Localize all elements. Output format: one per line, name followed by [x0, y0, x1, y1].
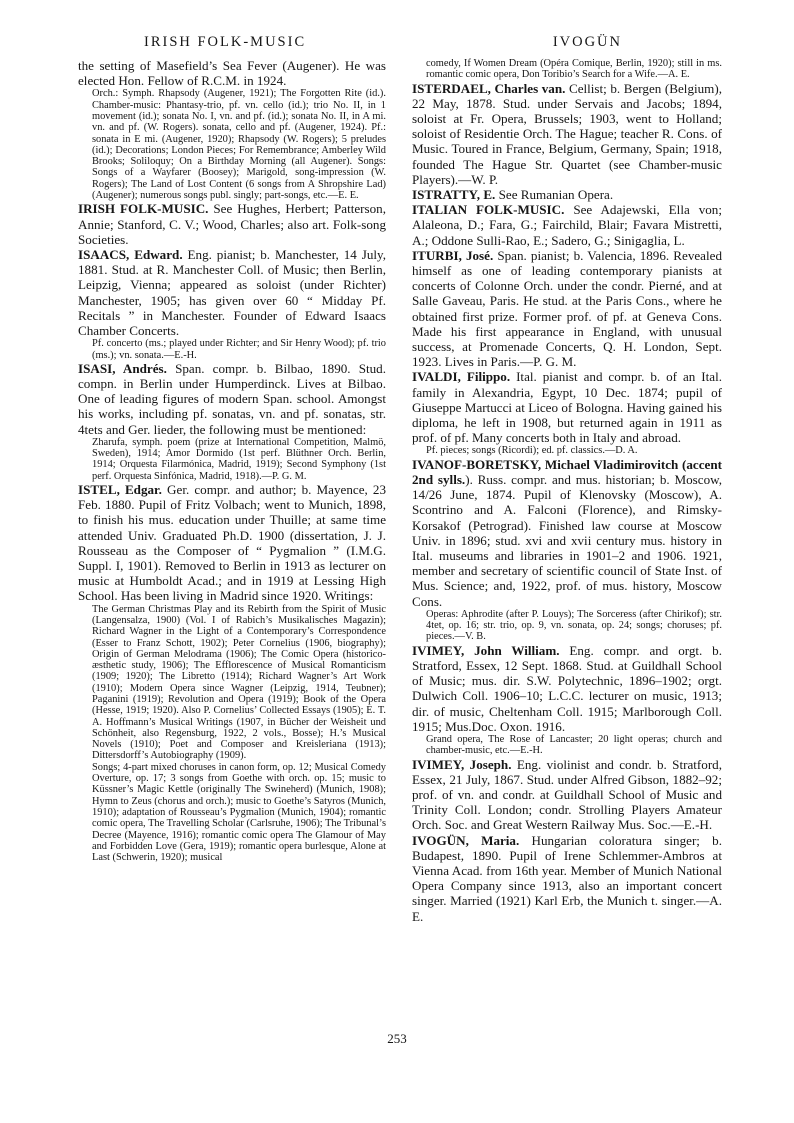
left-column	[78, 58, 386, 863]
works-list: Zharufa, symph. poem (prize at International Competition, Malmö, Sweden), 1914; Amor Dormido (1st perf. Blüthner Orch. Berlin, 1914; Orquesta Filarmónica, Madrid, 1919); Second Symphony (1st perf. Orquesta Sinfónica, Madrid, 1918).—P. G. M.	[92, 436, 386, 482]
entry-ivogun: IVOGÜN, Maria. Hungarian coloratura singer; b. Budapest, 1890. Pupil of Irene Schlemmer-Ambros at Vienna Acad. from 16th year. Member of Munich National Opera Company since 1913, also an important concert singer. Married (1921) Karl Erb, the Munich t. singer.—A. E.	[412, 832, 723, 924]
entry-ivimey-joseph: IVIMEY, Joseph. Eng. violinist and condr. b. Stratford, Essex, 21 July, 1867. Stud. under Alfred Gibson, 1882–92; prof. of vn. and condr. at Guildhall School of Music and Trinity Coll. London; condr. Strolling Players Amateur Orch. Soc. and Great Western Railway Mus. Soc.—E.-H.	[412, 756, 722, 833]
entry-istel: ISTEL, Edgar. Ger. compr. and author; b. Mayence, 23 Feb. 1880. Pupil of Fritz Volbach; went to Munich, 1898, to finish his mus. education under Thuille; at same time attended Univ. Graduated Ph.D. 1900 (dissertation, J. J. Rousseau as the Composer of “ Pygmalion ” (I.M.G. Suppl. I, 1901). Removed to Berlin in 1913 as lecturer on music at Humboldt Acad.; and in 1919 at Lessing High School. Has been living in Madrid since 1920. Writings:	[78, 482, 386, 604]
entry-ivanof-boretsky: IVANOF-BORETSKY, Michael Vladimirovitch (accent 2nd sylls.). Russ. compr. and mus. historian; b. Moscow, 14/26 June, 1874. Pupil of Klenovsky (Moscow), A. Scontrino and A. Falconi (Florence), and Rimsky-Korsakof (Petrograd). Finished law course at Moscow Univ. in 1896; stud. xvi and xvii century mus. history in Ital. museums and libraries in 1901–2 and 1906. 1921, member and secretary of scientific council of State Inst. of Mus. Science; and, 1922, prof. of mus. history, Moscow Cons.	[412, 456, 722, 609]
entry-irish-folk-music: IRISH FOLK-MUSIC. See Hughes, Herbert; Patterson, Annie; Stanford, C. V.; Wood, Charles; also art. Folk-song Societies.	[78, 201, 386, 247]
entry-istratty: ISTRATTY, E. See Rumanian Opera.	[412, 187, 614, 203]
entry-continuation: the setting of Masefield’s Sea Fever (Augener). He was elected Hon. Fellow of R.C.M. in 1924.	[78, 58, 386, 89]
works-list: Operas: Aphrodite (after P. Louys); The Sorceress (after Chirikof); str. 4tet, op. 16; str. trio, op. 9, vn. sonata, op. 24; songs; choruses; pf. pieces.—V. B.	[426, 608, 722, 643]
entry-isterdael: ISTERDAEL, Charles van. Cellist; b. Bergen (Belgium), 22 May, 1878. Stud. under Servais and Jacobs; 1894, soloist at Fr. Opera, Brussels; 1903, went to Holland; soloist of Residentie Orch. The Hague; teacher R. Cons. of Music. Toured in France, Belgium, Germany, Spain; 1918, founded The Hague Str. Quartet (see Chamber-music Players).—W. P.	[412, 80, 722, 187]
works-list: Pf. concerto (ms.; played under Richter; and Sir Henry Wood); pf. trio (ms.); vn. sonata.—E.-H.	[92, 338, 386, 361]
right-column	[412, 58, 722, 924]
works-list: Songs; 4-part mixed choruses in canon form, op. 12; Musical Comedy Overture, op. 17; 3 songs from Goethe with orch. op. 15; music to Küssner’s Magic Kettle (originally The Swineherd) (Munich, 1908); Hymn to Zeus (chorus and orch.); music to Goethe’s Satyros (Munich, 1910); adaptation of Rousseau’s Pygmalion (Munich, 1904); romantic comic opera, The Travelling Scholar (Carlsruhe, 1906); The Tribunal’s Decree (Mayence, 1916); romantic comic opera The Glamour of May and Forbidden Love (Gera, 1919); romantic opera burlesque, Alone at Last (Schwerin, 1920); musical	[92, 761, 386, 864]
page-number: 253	[387, 1031, 407, 1046]
writings-list: The German Christmas Play and its Rebirth from the Spirit of Music (Langensalza, 1900) (Vol. I of Rabich’s Musikalisches Magazin); Richard Wagner in the Light of a Contemporary’s Correspondence (Esser to Franz Schott, 1902); Peter Cornelius (1906, biography); Origin of German Melodrama (1906); The Comic Opera (historico-æsthetic study, 1906); The Efflorescence of Musical Romanticism (1909; 1920); The Libretto (1914); Richard Wagner’s Art Work (1910); Modern Opera since Wagner (Leipzig, 1914, Teubner); Paganini (1919); Revolution and Opera (1919); Book of the Opera (Hesse, 1919; 1920). Also P. Cornelius’ Collected Essays (1905); E. T. A. Hoffmann’s Musical Writings (1907, in Bücher der Weisheit und Schönheit, also Regensburg, 1922, 2 vols., Bosse); H.’s Musical Novels (1910); Poet and Composer and Kreisleriana (1913); Dittersdorff’s Autobiography (1909).	[92, 603, 386, 762]
works-list-continuation: comedy, If Women Dream (Opéra Comique, Berlin, 1920); still in ms. romantic comic opera, Don Toribio’s Search for a Wife.—A. E.	[426, 58, 722, 81]
entry-isaacs: ISAACS, Edward. Eng. pianist; b. Manchester, 14 July, 1881. Stud. at R. Manchester Coll. of Music; then Berlin, Leipzig, Vienna; appeared as soloist (under Richter) Manchester, 1905; has given over 60 “ Midday Pf. Recitals ” in Manchester. Founder of Edward Isaacs Chamber Concerts.	[78, 246, 386, 338]
entry-isasi: ISASI, Andrés. Span. compr. b. Bilbao, 1890. Stud. compn. in Berlin under Humperdinck. Lives at Bilbao. One of leading figures of modern Span. school. Amongst his works, including pf. sonatas, vn. and pf. sonatas, str. 4tets and Ger. lieder, the following must be mentioned:	[78, 360, 386, 437]
header-right-title: IVOGÜN	[552, 34, 622, 50]
running-header	[78, 34, 722, 56]
works-list: Orch.: Symph. Rhapsody (Augener, 1921); The Forgotten Rite (id.). Chamber-music: Phantasy-trio, pf. vn. cello (id.); trio No. II, in 1 movement (id.); sonata No. I, vn. and pf. (id.); sonata No. II, in A mi. vn. and pf. (W. Rogers). sonata, cello and pf. (Augener, 1924). Pf.: sonata in E mi. (Augener, 1920); Rhapsody (W. Rogers); 5 preludes (id.); Decorations; London Pieces; For Remembrance; Amberley Wild Brooks; Soliloquy; On a Birthday Morning (all Augener). Songs: Songs of a Wayfarer (Boosey); Marigold, song-impression (W. Rogers); The Land of Lost Content (6 songs from A Shropshire Lad) (Augener); numerous songs publ. singly; part-songs, etc.—E. E.	[92, 88, 386, 202]
works-list: Grand opera, The Rose of Lancaster; 20 light operas; church and chamber-music, etc.—E.-H.	[426, 733, 722, 757]
works-list: Pf. pieces; songs (Ricordi); ed. pf. classics.—D. A.	[426, 445, 638, 457]
entry-ivimey-john: IVIMEY, John William. Eng. compr. and orgt. b. Stratford, Essex, 12 Sept. 1868. Stud. at Guildhall School of Music; mus. dir. S.W. Polytechnic, 1896–1902; orgt. Dulwich Coll. 1906–10; L.C.C. lecturer on music, 1913; dir. of music, Cheltenham Coll. 1915; Marlborough Coll. 1915; Mus.Doc. Oxon. 1916.	[412, 642, 722, 734]
entry-iturbi: ITURBI, José. Span. pianist; b. Valencia, 1896. Revealed himself as one of leading contemporary pianists at concerts of Colonne Orch. under the condr. Pierné, and at Salle Gaveau, Paris. He stud. at the Paris Cons., where he obtained first prize. Former prof. of pf. at Geneva Cons. Made his first appearance in England, with unusual success, at Promenade Concerts, Q. H. London, Sept. 1923. Lives in Paris.—P. G. M.	[412, 247, 722, 370]
header-left-title: IRISH FOLK-MUSIC	[144, 34, 307, 50]
entry-ivaldi: IVALDI, Filippo. Ital. pianist and compr. b. of an Ital. family in Alexandria, Egypt, 10 Dec. 1874; pupil of Giuseppe Martucci at Liceo of Bologna. Having gained his diploma, he left in 1908, but returned again in 1911 as prof. of pf. Many concerts both in Italy and abroad.	[412, 369, 722, 446]
entry-italian-folk-music: ITALIAN FOLK-MUSIC. See Adajewski, Ella von; Alaleona, D.; Fara, G.; Fairchild, Blair; Favara Mistretti, A.; Oddone Sulli-Rao, E.; Sadero, G.; Sinigaglia, L.	[412, 202, 722, 248]
